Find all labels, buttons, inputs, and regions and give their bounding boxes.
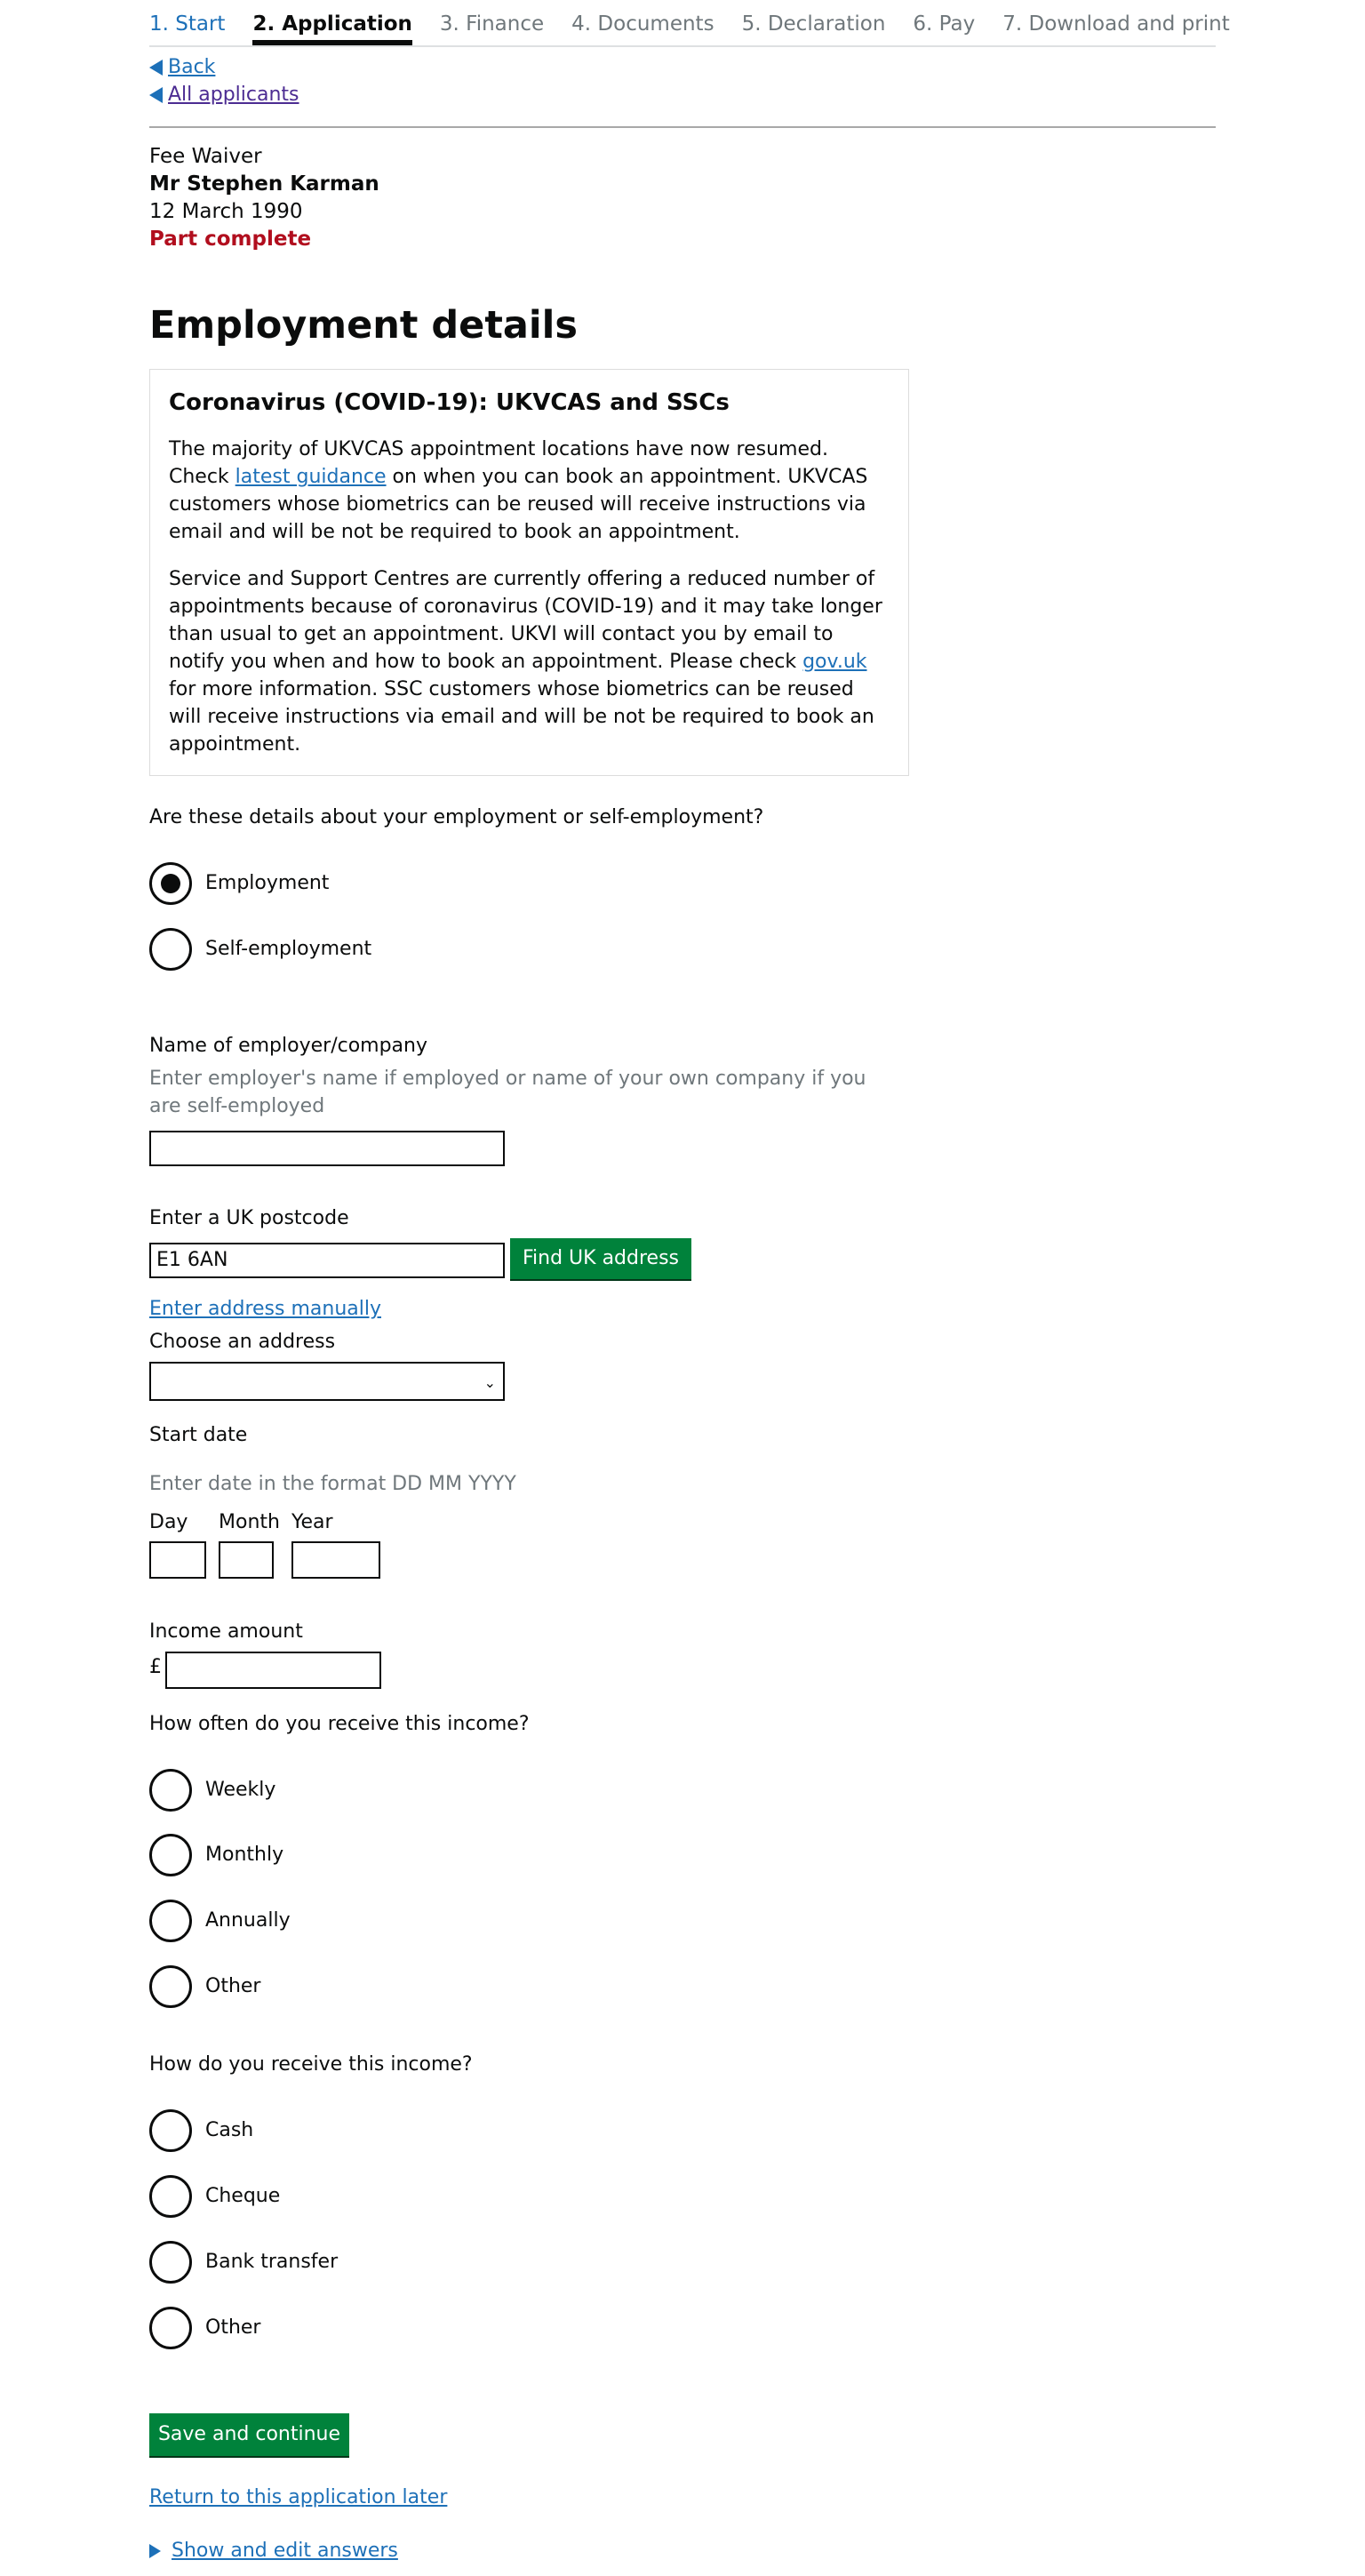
radio-label: Weekly <box>205 1779 276 1801</box>
income-method-question: How do you receive this income? <box>149 2053 473 2076</box>
all-applicants-link[interactable]: All applicants <box>168 84 299 106</box>
radio-label: Bank transfer <box>205 2251 339 2273</box>
step-application: 2. Application <box>252 0 411 45</box>
radio-label: Monthly <box>205 1844 284 1866</box>
step-declaration: 5. Declaration <box>741 12 886 36</box>
applicant-dob: 12 March 1990 <box>149 200 303 223</box>
save-and-continue-button[interactable]: Save and continue <box>149 2413 349 2456</box>
radio-cheque[interactable] <box>149 2175 280 2218</box>
choose-address-label: Choose an address <box>149 1331 336 1353</box>
notice-text: The majority of UKVCAS appointment locations have now resumed. Check <box>169 438 828 488</box>
radio-method-other[interactable] <box>149 2307 260 2349</box>
start-date-month-input[interactable] <box>219 1541 274 1579</box>
radio-unchecked-icon[interactable] <box>149 1834 192 1876</box>
radio-label: Cash <box>205 2119 254 2141</box>
notice-text: on when you can book an appointment. UKVCAS customers whose biometrics can be reused will receive instructions via email and will be not be required to book an appointment. <box>169 466 868 543</box>
radio-unchecked-icon[interactable] <box>149 1965 192 2008</box>
radio-unchecked-icon[interactable] <box>149 2307 192 2349</box>
start-date-day-input[interactable] <box>149 1541 206 1579</box>
radio-label: Other <box>205 1975 261 1997</box>
step-download-print: 7. Download and print <box>1002 12 1230 36</box>
employer-name-hint: Enter employer's name if employed or name of your own company if you are self-employed <box>149 1068 866 1117</box>
show-edit-answers-toggle[interactable] <box>149 2539 398 2564</box>
notice-text: Service and Support Centres are currently offering a reduced number of appointments because of coronavirus (COVID-19) and it may take longer than usual to get an appointment. UKVI will contact you by email to notify you when and how to book an appointment. Please check <box>169 568 882 673</box>
start-date-year-input[interactable] <box>291 1541 380 1579</box>
radio-unchecked-icon[interactable] <box>149 1769 192 1812</box>
radio-cash[interactable] <box>149 2109 253 2152</box>
employer-name-input[interactable] <box>149 1131 505 1166</box>
radio-unchecked-icon[interactable] <box>149 1900 192 1942</box>
find-uk-address-button[interactable]: Find UK address <box>510 1238 691 1279</box>
latest-guidance-link[interactable]: latest guidance <box>235 466 387 488</box>
back-arrow-icon <box>149 60 163 76</box>
notice-paragraph-1 <box>169 436 890 546</box>
income-amount-label: Income amount <box>149 1620 303 1643</box>
income-frequency-question: How often do you receive this income? <box>149 1713 530 1735</box>
back-link-row <box>149 55 215 80</box>
choose-address-select[interactable] <box>149 1362 505 1401</box>
notice-paragraph-2 <box>169 565 890 758</box>
step-finance: 3. Finance <box>439 12 545 36</box>
caret-right-icon <box>149 2544 161 2558</box>
step-start[interactable]: 1. Start <box>149 12 226 36</box>
year-label: Year <box>291 1511 333 1533</box>
radio-unchecked-icon[interactable] <box>149 928 192 971</box>
radio-monthly[interactable] <box>149 1834 283 1876</box>
back-arrow-icon <box>149 87 163 103</box>
show-edit-answers-label[interactable]: Show and edit answers <box>172 2540 398 2562</box>
divider <box>149 126 1216 128</box>
step-documents: 4. Documents <box>571 12 714 36</box>
radio-checked-icon[interactable] <box>149 862 192 905</box>
step-navigation <box>149 0 1230 47</box>
start-date-label: Start date <box>149 1424 248 1446</box>
gov-uk-link[interactable]: gov.uk <box>802 651 867 673</box>
employment-type-question: Are these details about your employment or self-employment? <box>149 806 764 828</box>
postcode-input[interactable]: E1 6AN <box>149 1243 505 1278</box>
radio-label: Cheque <box>205 2185 281 2207</box>
employer-name-label: Name of employer/company <box>149 1035 428 1057</box>
radio-label: Annually <box>205 1909 291 1932</box>
chevron-down-icon: ⌄ <box>483 1374 496 1391</box>
radio-self-employment[interactable] <box>149 928 371 971</box>
radio-unchecked-icon[interactable] <box>149 2241 192 2284</box>
radio-unchecked-icon[interactable] <box>149 2109 192 2152</box>
notice-title: Coronavirus (COVID-19): UKVCAS and SSCs <box>169 389 730 416</box>
radio-unchecked-icon[interactable] <box>149 2175 192 2218</box>
return-later-link[interactable]: Return to this application later <box>149 2486 448 2508</box>
start-date-hint: Enter date in the format DD MM YYYY <box>149 1473 516 1495</box>
radio-weekly[interactable] <box>149 1769 275 1812</box>
month-label: Month <box>219 1511 280 1533</box>
day-label: Day <box>149 1511 188 1533</box>
applicant-name: Mr Stephen Karman <box>149 172 379 196</box>
radio-bank-transfer[interactable] <box>149 2241 338 2284</box>
all-applicants-row <box>149 83 299 108</box>
radio-employment[interactable] <box>149 862 329 905</box>
back-link[interactable]: Back <box>168 56 216 78</box>
radio-label: Employment <box>205 872 330 894</box>
radio-label: Self-employment <box>205 938 372 960</box>
applicant-summary <box>149 143 379 253</box>
income-amount-input[interactable] <box>165 1652 381 1689</box>
step-pay: 6. Pay <box>913 12 976 36</box>
application-type: Fee Waiver <box>149 145 262 168</box>
application-status: Part complete <box>149 228 312 251</box>
postcode-label: Enter a UK postcode <box>149 1207 349 1229</box>
notice-text: for more information. SSC customers whose biometrics can be reused will receive instructions via email and will be not be required to book an appointment. <box>169 678 874 756</box>
radio-annually[interactable] <box>149 1900 291 1942</box>
covid-notice <box>149 369 909 776</box>
enter-address-manually-link[interactable]: Enter address manually <box>149 1298 381 1320</box>
radio-label: Other <box>205 2316 261 2339</box>
page-title: Employment details <box>149 303 578 348</box>
radio-frequency-other[interactable] <box>149 1965 260 2008</box>
currency-symbol: £ <box>149 1656 162 1678</box>
